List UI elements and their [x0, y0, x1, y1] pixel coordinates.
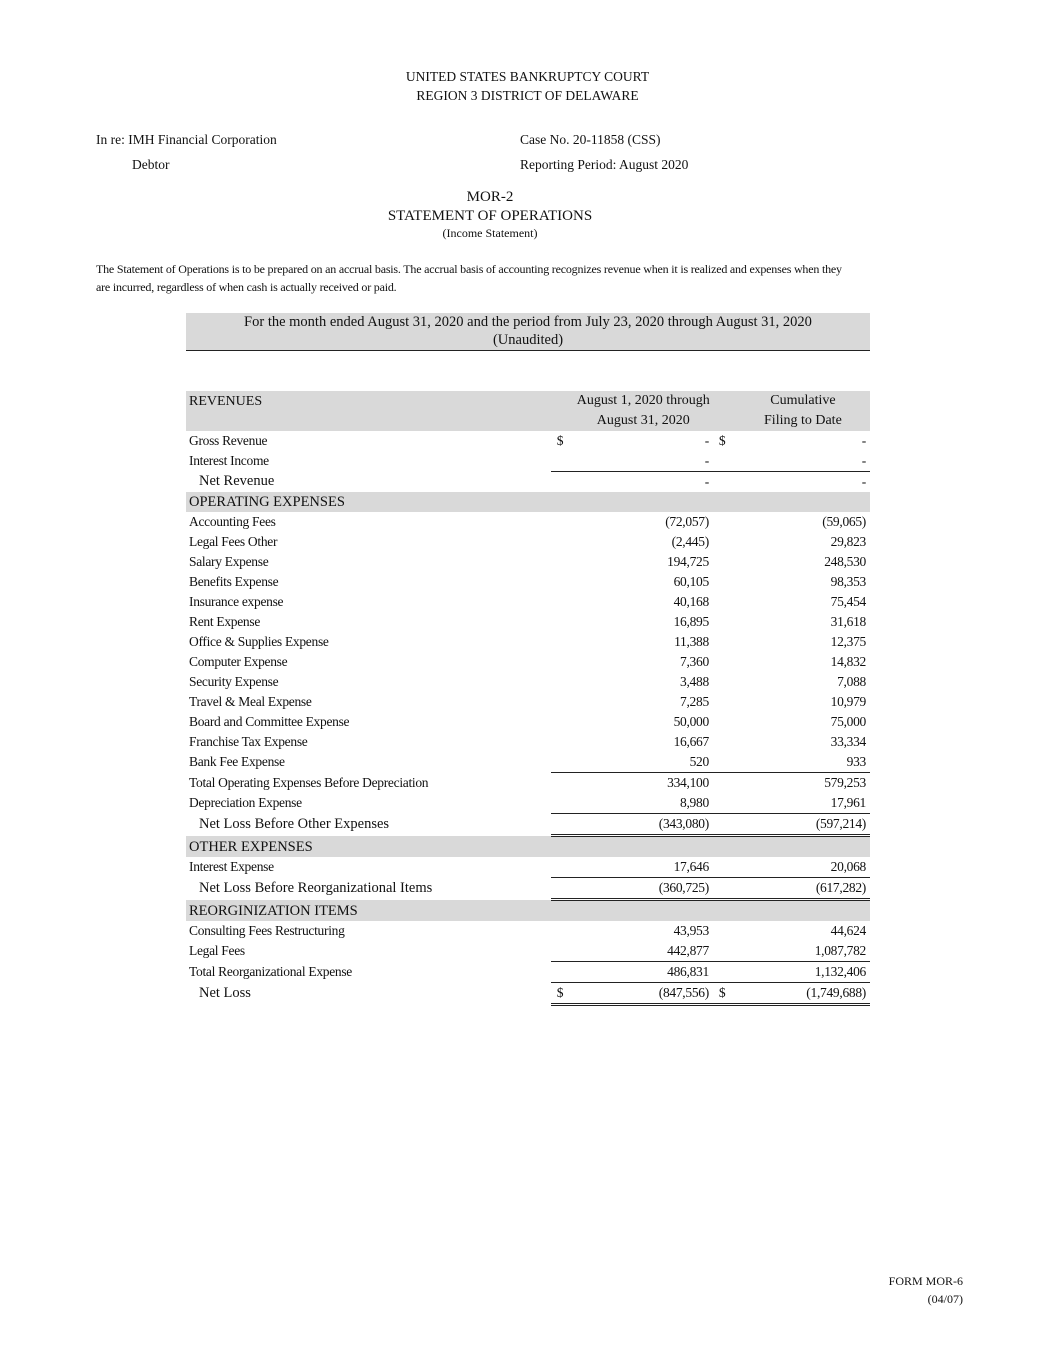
table-row: Office & Supplies Expense 11,388 12,375: [189, 634, 866, 649]
table-row: Computer Expense 7,360 14,832: [189, 654, 866, 669]
table-row: Rent Expense 16,895 31,618: [189, 614, 866, 629]
footer-form-number: FORM MOR-6: [888, 1274, 963, 1288]
operating-expenses-rows: [186, 512, 870, 773]
net-loss-row: Net Loss $ (847,556) $ (1,749,688): [186, 983, 870, 1005]
net-loss-before-other-row: Net Loss Before Other Expenses (343,080) (597,214): [186, 814, 870, 836]
interest-expense-row: Interest Expense 17,646 20,068: [189, 859, 866, 875]
table-row: Salary Expense 194,725 248,530: [189, 554, 866, 569]
table-row: Legal Fees 442,877 1,087,782: [189, 943, 866, 959]
form-code: MOR-2: [466, 189, 514, 205]
table-row: Benefits Expense 60,105 98,353: [189, 574, 866, 589]
form-title-block: [0, 188, 980, 226]
form-footer: [889, 1272, 963, 1308]
table-row: Travel & Meal Expense 7,285 10,979: [189, 694, 866, 709]
section-other-expenses: OTHER EXPENSES: [186, 836, 870, 858]
column-cumulative: Cumulative Filing to Date: [736, 391, 870, 431]
net-revenue-row: Net Revenue - -: [186, 472, 870, 493]
table-row: Insurance expense 40,168 75,454: [189, 594, 866, 609]
table-row: Legal Fees Other (2,445) 29,823: [189, 534, 866, 549]
table-row: Accounting Fees (72,057) (59,065): [189, 514, 866, 529]
court-name: UNITED STATES BANKRUPTCY COURT: [405, 69, 650, 84]
total-reorg-row: Total Reorganizational Expense 486,831 1,132,406: [186, 962, 870, 983]
total-opex-row: Total Operating Expenses Before Depreciation 334,100 579,253: [186, 773, 870, 794]
reporting-period: Reporting Period: August 2020: [520, 157, 689, 172]
section-reorganization-items: REORGINIZATION ITEMS: [186, 900, 870, 922]
in-re: In re: IMH Financial Corporation: [96, 132, 277, 147]
table-header: [186, 391, 870, 431]
instructions: The Statement of Operations is to be prepared on an accrual basis. The accrual basis of accounting recognizes revenue when it is realized and expenses when they are incurred, regardless of when cash is actually received or paid.: [96, 262, 842, 294]
table-row: Board and Committee Expense 50,000 75,000: [189, 714, 866, 729]
period-banner: [186, 313, 870, 351]
court-district: REGION 3 DISTRICT OF DELAWARE: [416, 88, 639, 103]
court-header: [0, 67, 1055, 105]
case-number: Case No. 20-11858 (CSS): [520, 132, 661, 147]
banner-unaudited: (Unaudited): [492, 332, 564, 348]
form-title: STATEMENT OF OPERATIONS: [387, 208, 593, 224]
depreciation-row: Depreciation Expense 8,980 17,961: [189, 795, 866, 811]
table-row: Security Expense 3,488 7,088: [189, 674, 866, 689]
table-row: Gross Revenue $ - $ -: [189, 433, 866, 448]
form-subtitle: (Income Statement): [442, 226, 538, 240]
column-current-month: August 1, 2020 through August 31, 2020: [574, 391, 713, 431]
banner-period: For the month ended August 31, 2020 and the period from July 23, 2020 through August 31, 2020: [244, 314, 812, 330]
statement-table: [186, 391, 870, 1006]
section-operating-expenses: OPERATING EXPENSES: [186, 492, 870, 512]
table-row: Consulting Fees Restructuring 43,953 44,624: [189, 923, 866, 938]
table-row: Bank Fee Expense 520 933: [189, 754, 866, 770]
table-row: Interest Income - -: [189, 453, 866, 469]
section-revenues: REVENUES: [186, 391, 551, 431]
net-loss-before-reorg-row: Net Loss Before Reorganizational Items (360,725) (617,282): [186, 878, 870, 900]
table-row: Franchise Tax Expense 16,667 33,334: [189, 734, 866, 749]
footer-revision: (04/07): [927, 1292, 963, 1306]
debtor-label: Debtor: [132, 157, 170, 172]
